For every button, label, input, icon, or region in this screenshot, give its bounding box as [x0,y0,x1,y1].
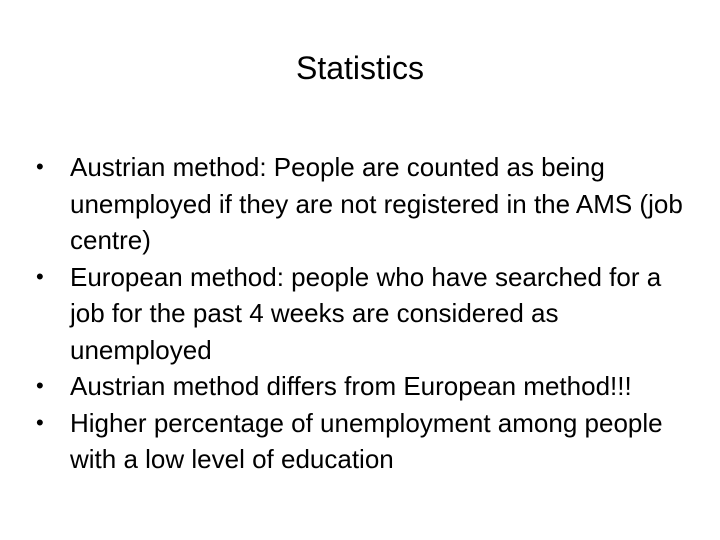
bullet-item-education-level [36,405,696,478]
bullet-text: Austrian method differs from European method!!! [70,371,632,401]
slide-title: Statistics [295,50,425,86]
bullet-dot-icon: • [36,263,44,289]
bullet-text: Higher percentage of unemployment among people with a low level of education [70,407,663,474]
bullet-item-european-method [36,259,696,369]
bullet-item-austrian-method [36,149,696,259]
bullet-text: European method: people who have searched for a job for the past 4 weeks are considered as unemployed [70,261,662,365]
bullet-text: Austrian method: People are counted as being unemployed if they are not registered in the AMS (job centre) [70,152,683,255]
bullet-item-method-difference [36,368,696,405]
bullet-list [36,149,696,478]
bullet-dot-icon: • [36,154,44,179]
bullet-dot-icon: • [36,409,44,435]
bullet-dot-icon: • [36,373,44,398]
